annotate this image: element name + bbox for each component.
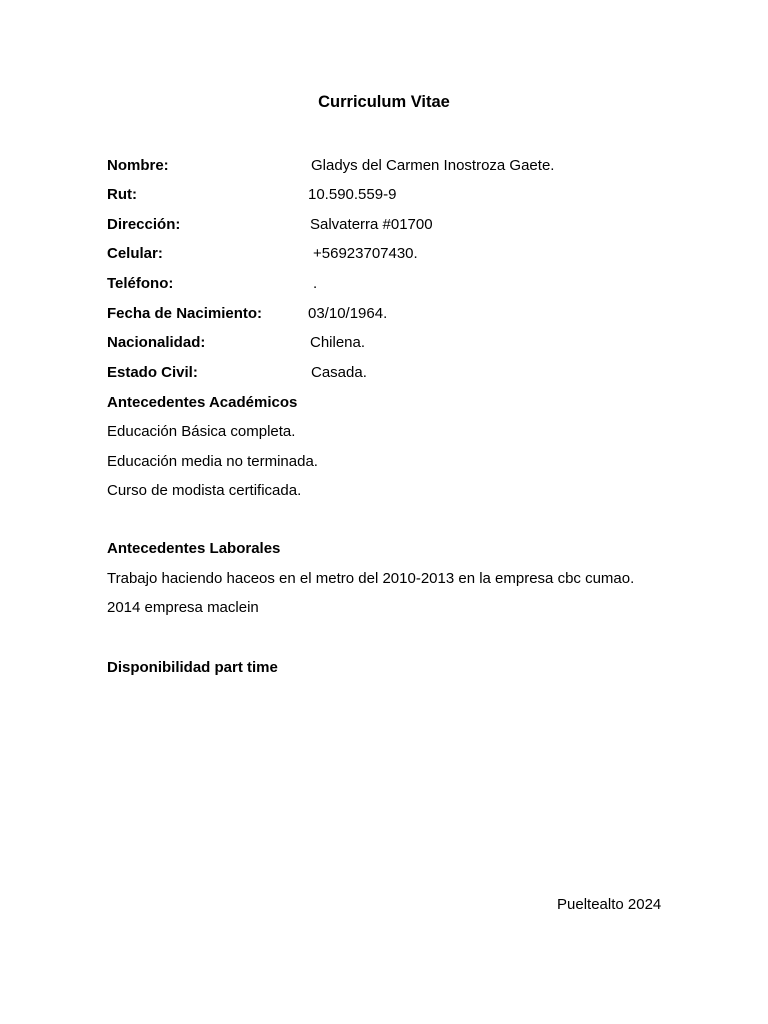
address-value: Salvaterra #01700 bbox=[310, 216, 433, 233]
address-label: Dirección: bbox=[107, 216, 181, 233]
document-title: Curriculum Vitae bbox=[318, 93, 450, 111]
academic-item: Curso de modista certificada. bbox=[107, 482, 302, 499]
academic-item: Educación Básica completa. bbox=[107, 423, 296, 440]
civil-status-value: Casada. bbox=[311, 364, 367, 381]
cellphone-value: +56923707430. bbox=[313, 245, 418, 262]
birthdate-value: 03/10/1964. bbox=[308, 305, 388, 322]
phone-label: Teléfono: bbox=[107, 275, 174, 292]
work-heading: Antecedentes Laborales bbox=[107, 540, 281, 557]
phone-value: . bbox=[313, 275, 318, 292]
name-label: Nombre: bbox=[107, 157, 169, 174]
rut-label: Rut: bbox=[107, 186, 137, 203]
academic-item: Educación media no terminada. bbox=[107, 453, 318, 470]
work-item: 2014 empresa maclein bbox=[107, 599, 259, 616]
availability-heading: Disponibilidad part time bbox=[107, 659, 278, 676]
name-value: Gladys del Carmen Inostroza Gaete. bbox=[311, 157, 555, 174]
civil-status-label: Estado Civil: bbox=[107, 364, 198, 381]
nationality-value: Chilena. bbox=[310, 334, 366, 351]
birthdate-label: Fecha de Nacimiento: bbox=[107, 305, 263, 322]
nationality-label: Nacionalidad: bbox=[107, 334, 206, 351]
academic-heading: Antecedentes Académicos bbox=[107, 394, 298, 411]
rut-value: 10.590.559-9 bbox=[308, 186, 397, 203]
place-date-footer: Pueltealto 2024 bbox=[557, 896, 662, 913]
cellphone-label: Celular: bbox=[107, 245, 163, 262]
work-item: Trabajo haciendo haceos en el metro del 2010-2013 en la empresa cbc cumao. bbox=[107, 570, 635, 587]
